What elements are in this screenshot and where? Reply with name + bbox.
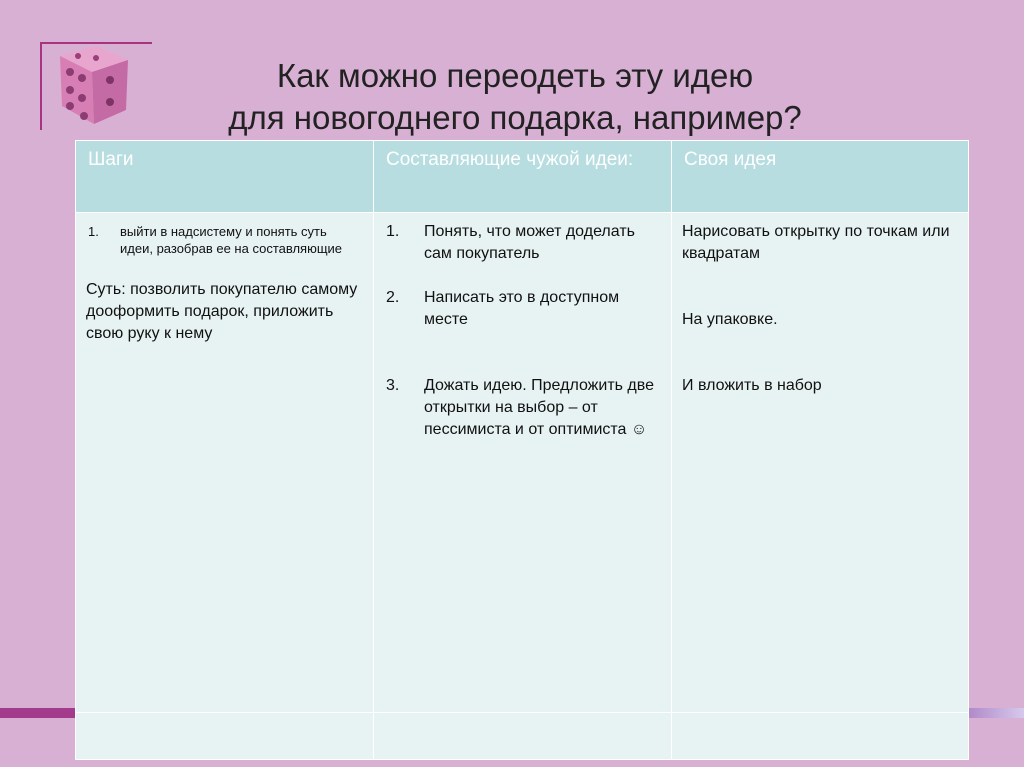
list-item [86,223,363,257]
list-item-number: 2. [386,289,400,306]
list-item-text: Дожать идею. Предложить две открытки на выбор – от пессимиста и от оптимиста ☺ [424,377,654,438]
list-item-number: 3. [386,377,400,394]
list-item [384,221,661,265]
list-item-text: Понять, что может доделать сам покупатель [424,223,635,262]
ideas-table [75,140,969,760]
list-item [384,287,661,331]
empty-cell [672,712,969,759]
cell-own-idea [672,213,969,713]
empty-cell [76,712,374,759]
list-item-number: 1. [386,223,400,240]
own-idea-line: И вложить в набор [682,377,822,394]
title-line-2: для новогоднего подарка, например? [228,99,802,136]
table-row [76,213,969,713]
header-own-idea: Своя идея [672,141,969,213]
decor-strip-right [968,708,1024,718]
cell-components [374,213,672,713]
table-row-empty [76,712,969,759]
list-item [384,375,661,441]
header-components: Составляющие чужой идеи: [374,141,672,213]
empty-cell [374,712,672,759]
title-line-1: Как можно переодеть эту идею [276,57,754,94]
slide-title [130,55,900,139]
header-steps: Шаги [76,141,374,213]
list-item-text: Написать это в доступном месте [424,289,620,328]
dice-icon [50,38,134,134]
cell-steps [76,213,374,713]
decor-strip-left [0,708,76,718]
own-idea-line: На упаковке. [682,311,778,328]
own-idea-line: Нарисовать открытку по точкам или квадратам [682,223,950,262]
list-item-text: выйти в надсистему и понять суть идеи, разобрав ее на составляющие [120,224,343,256]
list-item-number: 1. [88,224,99,239]
table-header-row [76,141,969,213]
essence-text: Суть: позволить покупателю самому дооформить подарок, приложить свою руку к нему [86,281,358,342]
